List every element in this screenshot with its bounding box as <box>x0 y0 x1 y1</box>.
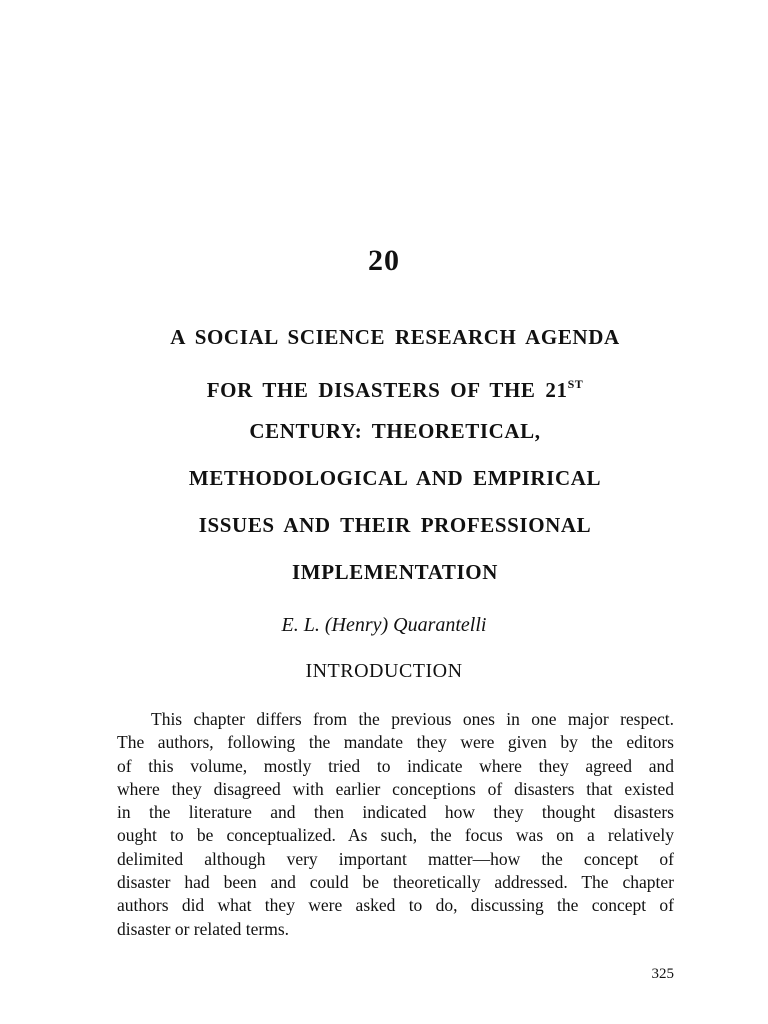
paragraph-line: where they disagreed with earlier conceptions of disasters that existed <box>117 778 674 799</box>
paragraph-line: in the literature and then indicated how they thought disasters <box>117 802 674 823</box>
chapter-title-line <box>60 369 730 416</box>
paragraph-line: authors did what they were asked to do, discussing the concept of <box>117 895 674 916</box>
author-name: E. L. (Henry) Quarantelli <box>281 614 487 636</box>
paragraph-line: ought to be conceptualized. As such, the focus was on a relatively <box>117 825 674 846</box>
paragraph-line: disaster or related terms. <box>117 918 290 939</box>
chapter-title-line: METHODOLOGICAL AND EMPIRICAL <box>188 466 602 490</box>
body-paragraph <box>117 708 674 941</box>
chapter-title-line: A SOCIAL SCIENCE RESEARCH AGENDA <box>170 325 620 349</box>
paragraph-line: The authors, following the mandate they were given by the editors <box>117 732 674 753</box>
chapter-title-line: IMPLEMENTATION <box>292 560 498 584</box>
chapter-title-line-text: FOR THE DISASTERS OF THE 21 <box>206 378 568 402</box>
chapter-title <box>60 322 730 604</box>
ordinal-superscript: ST <box>567 377 584 391</box>
section-heading: INTRODUCTION <box>305 660 463 682</box>
page-number: 325 <box>651 966 674 982</box>
paragraph-line: of this volume, mostly tried to indicate where they agreed and <box>117 755 674 776</box>
chapter-title-line: ISSUES AND THEIR PROFESSIONAL <box>198 513 592 537</box>
paragraph-line: delimited although very important matter—how the concept of <box>117 848 674 869</box>
chapter-number: 20 <box>368 244 400 277</box>
paragraph-line: disaster had been and could be theoretically addressed. The chapter <box>117 872 674 893</box>
paragraph-line: This chapter differs from the previous ones in one major respect. <box>151 709 674 729</box>
chapter-title-line: CENTURY: THEORETICAL, <box>249 419 541 443</box>
